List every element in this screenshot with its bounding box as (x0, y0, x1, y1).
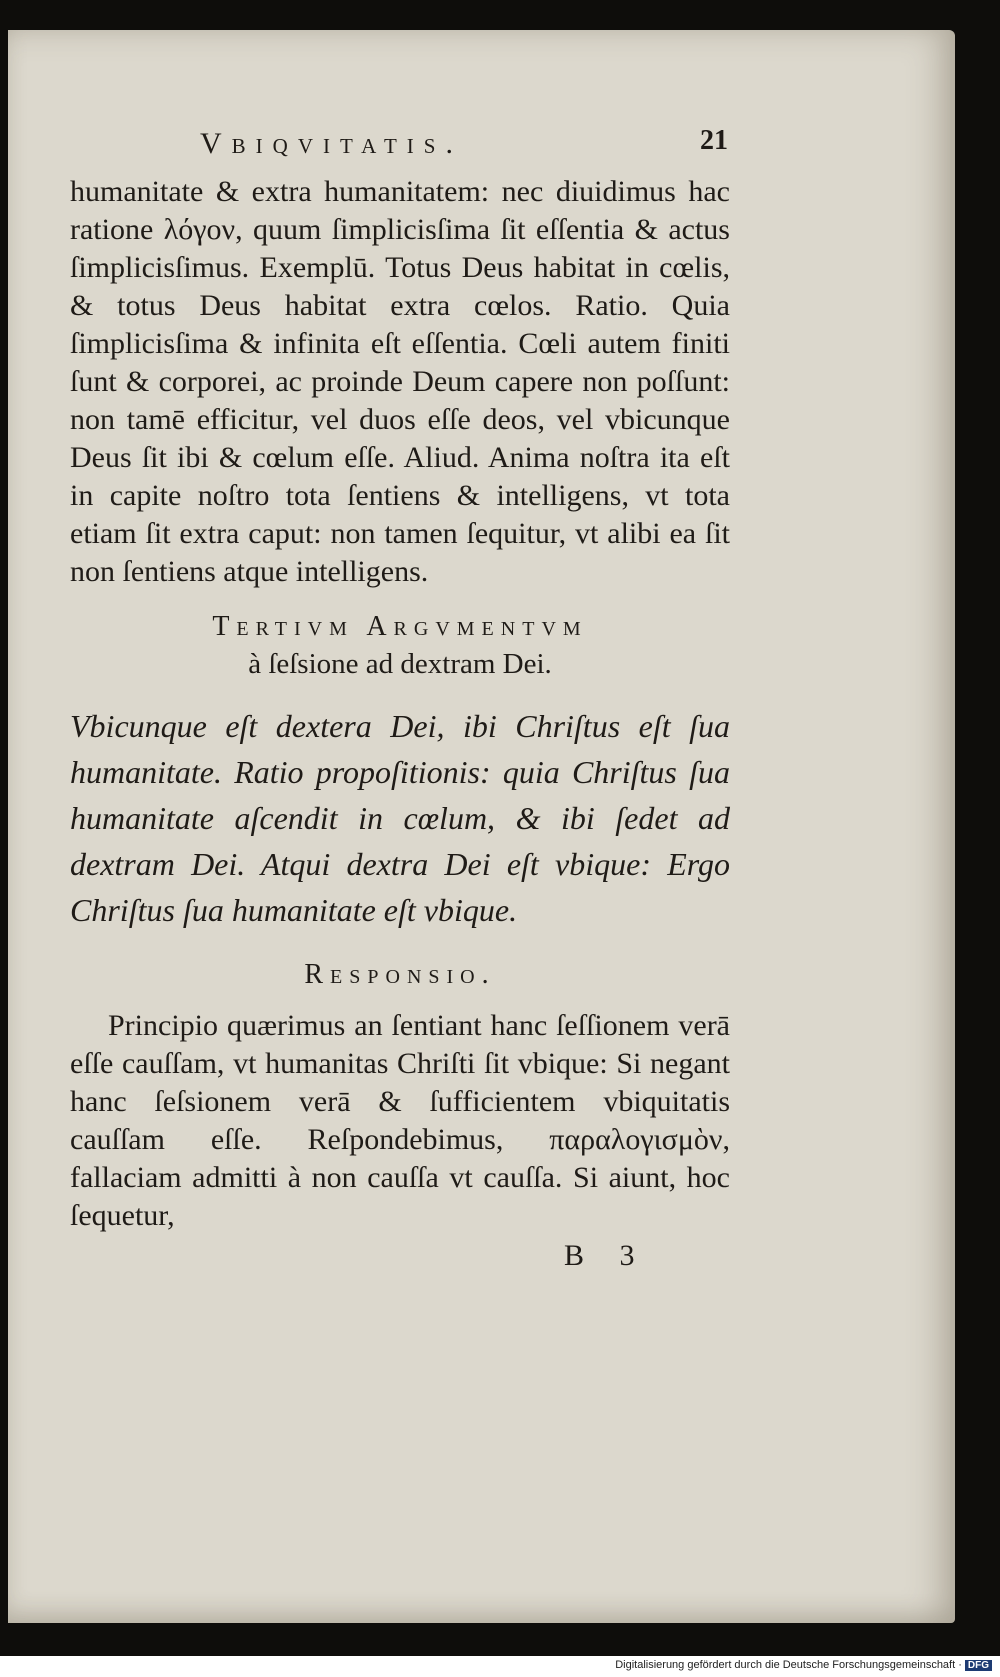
section-heading-responsio: Responsio. (304, 959, 496, 990)
book-page (8, 30, 955, 1623)
page-number: 21 (700, 125, 728, 156)
digitization-footer (0, 1656, 1000, 1677)
running-head-title: Vbiqvitatis. (200, 127, 463, 160)
paragraph-1: humanitate & extra humanitatem: nec diuidimus hac ratione λόγον, quum ſimplicisſima ſit eſſentia & actus ſimplicisſimus. Exemplū. Totus Deus habitat in cœlis, & totus Deus habitat extra cœlos. Ratio. Quia ſimplicisſima & infinita eſt eſſentia. Cœli autem finiti ſunt & corporei, ac proinde Deum capere non poſſunt: non tamē efficitur, vel duos eſſe deos, vel vbicunque Deus ſit ibi & cœlum eſſe. Aliud. Anima noſtra ita eſt in capite noſtro tota ſentiens & intelligens, vt tota etiam ſit extra caput: non tamen ſequitur, vt alibi ea ſit non ſentiens atque intelligens. (70, 175, 730, 588)
italic-argument: Vbicunque eſt dextera Dei, ibi Chriſtus eſt ſua humanitate. Ratio propoſitionis: quia Chriſtus ſua humanitate aſcendit in cœlum, & ibi ſedet ad dextram Dei. Atqui dextra Dei eſt vbique: Ergo Chriſtus ſua humanitate eſt vbique. (70, 708, 730, 928)
section-heading-tertium: Tertivm Argvmentvm (212, 611, 588, 642)
footer-credit: Digitalisierung gefördert durch die Deutsche Forschungsgemeinschaft · (615, 1659, 962, 1671)
signature-text: B 3 (564, 1239, 649, 1272)
dfg-logo: DFG (965, 1660, 992, 1671)
signature-mark (70, 1239, 730, 1279)
running-head (70, 125, 730, 171)
paragraph-2: Principio quærimus an ſentiant hanc ſeſſionem verā eſſe cauſſam, vt humanitas Chriſti ſit vbique: Si negant hanc ſeſsionem verā & ſufficientem vbiquitatis cauſſam eſſe. Reſpondebimus, παραλογισμὸν, fallaciam admitti à non cauſſa vt cauſſa. Si aiunt, hoc ſequetur, (70, 1009, 730, 1232)
page-text (70, 125, 730, 1279)
section-subheading: à ſeſsione ad dextram Dei. (248, 648, 552, 680)
footer-credit-wrapper (615, 1659, 992, 1671)
